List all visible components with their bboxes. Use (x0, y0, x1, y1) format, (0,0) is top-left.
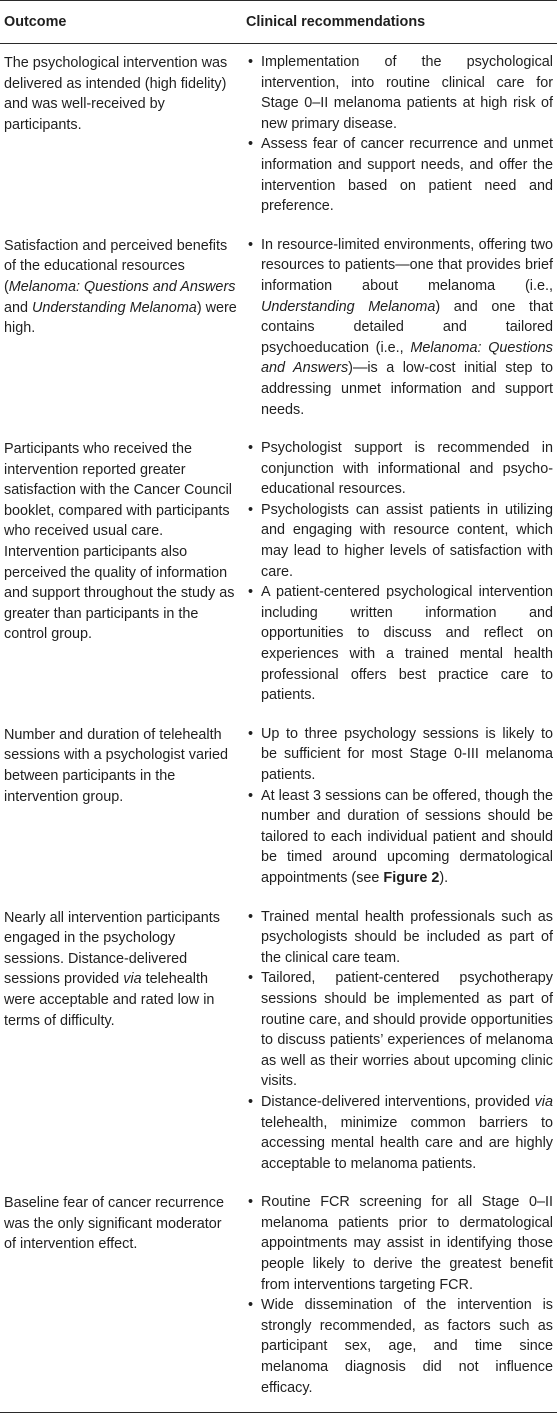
recommendation-item: • Routine FCR screening for all Stage 0–II melanoma patients prior to dermatological appointments may assist in identifying those people likely to derive the greatest benefit from interventions targeting FCR. (248, 1194, 553, 1293)
recommendation-list (245, 907, 553, 1175)
outcome-cell: Satisfaction and perceived benefits of the educational resources (Melanoma: Questions and Answers and Understanding Melanoma) were high. (4, 237, 237, 337)
recommendation-item: • Wide dissemination of the intervention is strongly recommended, as factors such as participant sex, age, and time since melanoma diagnosis did not influence efficacy. (248, 1297, 553, 1396)
recommendation-item: • Implementation of the psychological intervention, into routine clinical care for Stage 0–II melanoma patients at high risk of new primary disease. (248, 54, 553, 132)
recommendation-item: • A patient-centered psychological intervention including written information and opportunities to discuss and reflect on experiences with a trained mental health professional offers best practice care to patients. (248, 584, 553, 704)
bullet-icon: • (248, 787, 254, 804)
recommendations-cell (245, 227, 557, 430)
recommendation-item: • Assess fear of cancer recurrence and unmet information and support needs, and offer the intervention based on patient need and preference. (248, 136, 553, 215)
header-row (0, 1, 557, 44)
bullet-icon: • (248, 908, 254, 925)
figure-reference[interactable]: Figure 2 (383, 869, 440, 886)
recommendations-cell (245, 1184, 557, 1412)
recommendations-cell (245, 44, 557, 227)
header-clinical-recommendations: Clinical recommendations (245, 1, 557, 44)
table-row (0, 44, 557, 227)
bullet-icon: • (248, 236, 254, 253)
recommendation-item: • Distance-delivered interventions, provided via telehealth, minimize common barriers to accessing mental health care and are highly acceptable to melanoma patients. (248, 1093, 553, 1172)
recommendation-list (245, 438, 553, 706)
recommendation-item: • Psychologist support is recommended in conjunction with informational and psycho-educational resources. (248, 440, 553, 498)
recommendations-cell (245, 899, 557, 1185)
recommendation-list (245, 1192, 553, 1398)
bullet-icon: • (248, 970, 254, 987)
outcome-cell: Number and duration of telehealth sessions with a psychologist varied between participants in the intervention group. (4, 726, 228, 805)
bullet-icon: • (248, 1297, 254, 1314)
bullet-icon: • (248, 501, 254, 518)
bullet-icon: • (248, 440, 254, 457)
table-row (0, 899, 557, 1185)
recommendation-list (245, 724, 553, 889)
table-row (0, 1184, 557, 1412)
recommendation-item: • In resource-limited environments, offering two resources to patients—one that provides brief information about melanoma (i.e., Understanding Melanoma) and one that contains detailed and tailored psychoeducation (i.e., Melanoma: Questions and Answers)—is a low-cost initial step to addressing unmet information and support needs. (248, 236, 553, 418)
outcome-cell: Participants who received the intervention reported greater satisfaction with the Cancer Council booklet, compared with participants who received usual care. Intervention participants also perceived the quality of information and support throughout the study as greater than participants in the control group. (4, 441, 235, 643)
table-row (0, 716, 557, 899)
recommendation-item: • Tailored, patient-centered psychotherapy sessions should be implemented as part of routine care, and should provide opportunities to discuss patients’ experiences of melanoma as well as their worries about upcoming clinic visits. (248, 970, 554, 1090)
recommendation-item: • Psychologists can assist patients in utilizing and engaging with resource content, which may lead to higher levels of satisfaction with care. (248, 501, 553, 580)
recommendations-cell (245, 716, 557, 899)
recommendations-cell (245, 430, 557, 716)
header-outcome: Outcome (0, 1, 245, 44)
outcome-cell: Baseline fear of cancer recurrence was the only significant moderator of intervention effect. (0, 1184, 245, 1412)
recommendation-item: • Trained mental health professionals such as psychologists should be included as part of the clinical care team. (248, 908, 553, 966)
bullet-icon: • (248, 1093, 254, 1110)
outcome-cell: The psychological intervention was delivered as intended (high fidelity) and was well-received by participants. (4, 55, 228, 133)
bullet-icon: • (248, 725, 254, 742)
bullet-icon: • (248, 136, 254, 153)
bullet-icon: • (248, 584, 254, 601)
bullet-icon: • (248, 1194, 254, 1211)
recommendation-item: • At least 3 sessions can be offered, though the number and duration of sessions should be tailored to each individual patient and should be timed around upcoming dermatological appointments (see Figure 2). (248, 787, 553, 886)
recommendation-list (245, 235, 553, 420)
outcome-cell: Nearly all intervention participants engaged in the psychology sessions. Distance-delivered sessions provided via telehealth were acceptable and rated low in terms of difficulty. (4, 909, 220, 1029)
table-row (0, 227, 557, 430)
bullet-icon: • (248, 54, 254, 70)
recommendation-item: • Up to three psychology sessions is likely to be sufficient for most Stage 0-III melanoma patients. (248, 725, 553, 783)
table-row (0, 430, 557, 716)
recommendation-list (245, 52, 553, 217)
